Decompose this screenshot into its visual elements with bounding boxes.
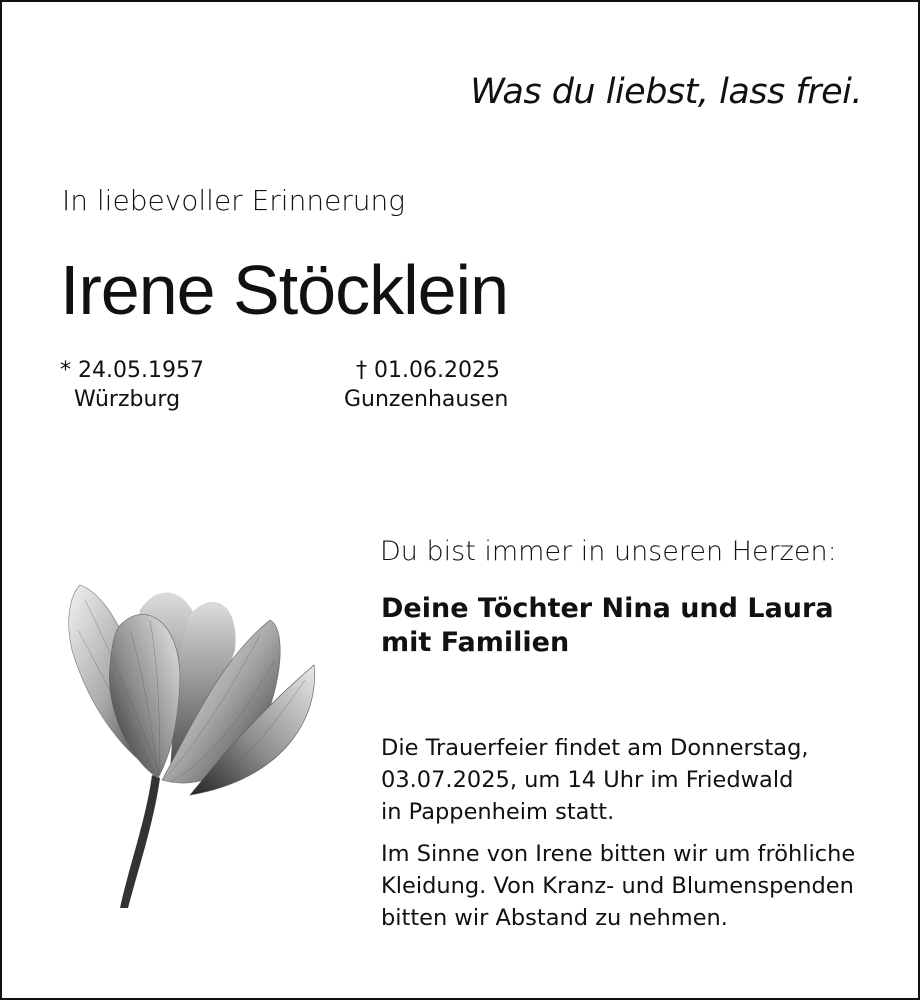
family-signature xyxy=(381,592,834,660)
family-line-1: Deine Töchter Nina und Laura xyxy=(381,593,834,624)
request-line-2: Kleidung. Von Kranz- und Blumenspenden xyxy=(381,873,854,899)
birth-place: Würzburg xyxy=(74,387,181,412)
request-info xyxy=(381,838,855,934)
death-date: † 01.06.2025 xyxy=(356,358,500,383)
request-line-3: bitten wir Abstand zu nehmen. xyxy=(381,905,728,931)
funeral-info xyxy=(381,732,809,828)
motto: Was du liebst, lass frei. xyxy=(470,72,862,112)
heart-line: Du bist immer in unseren Herzen: xyxy=(380,536,837,567)
intro-text: In liebevoller Erinnerung xyxy=(62,184,406,217)
birth-date: * 24.05.1957 xyxy=(60,358,204,383)
funeral-line-2: 03.07.2025, um 14 Uhr im Friedwald xyxy=(381,767,794,793)
funeral-line-1: Die Trauerfeier findet am Donnerstag, xyxy=(381,735,809,761)
death-place: Gunzenhausen xyxy=(344,387,509,412)
funeral-line-3: in Pappenheim statt. xyxy=(381,799,615,825)
request-line-1: Im Sinne von Irene bitten wir um fröhliche xyxy=(381,841,856,867)
deceased-name: Irene Stöcklein xyxy=(60,251,509,329)
lotus-flower-image xyxy=(50,570,330,910)
family-line-2: mit Familien xyxy=(381,627,570,658)
